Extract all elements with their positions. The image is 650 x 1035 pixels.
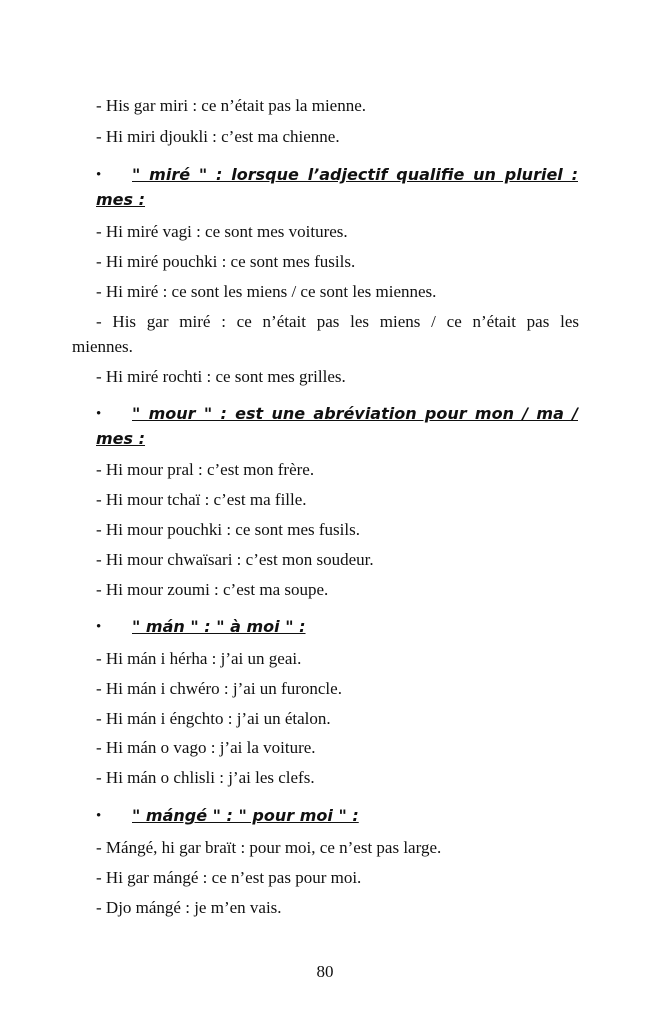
bullet-icon: • [96,406,102,422]
example-paragraph-continuation: miennes. [72,337,133,356]
example-line: - Hi mour tchaï : c’est ma fille. [96,490,307,509]
example-line: - Djo mángé : je m’en vais. [96,898,282,917]
example-line: - Mángé, hi gar braït : pour moi, ce n’est pas large. [96,838,442,857]
section-heading-mour: " mour " : est une abréviation pour mon / ma / [132,404,578,423]
section-heading-man: " mán " : " à moi " : [132,617,306,636]
bullet-icon: • [96,167,102,183]
example-line: - His gar miri : ce n’était pas la mienne. [96,96,367,115]
example-line: - Hi miré : ce sont les miens / ce sont les miennes. [96,282,437,301]
example-line: - Hi mán i hérha : j’ai un geai. [96,649,302,668]
example-line: - Hi miré pouchki : ce sont mes fusils. [96,252,356,271]
bullet-icon: • [96,808,102,824]
example-line: - Hi miré rochti : ce sont mes grilles. [96,367,346,386]
example-line: - Hi mour chwaïsari : c’est mon soudeur. [96,550,374,569]
example-line: - Hi mán o vago : j’ai la voiture. [96,738,316,757]
section-heading-mange: " mángé " : " pour moi " : [132,806,359,825]
example-line: - Hi mour pouchki : ce sont mes fusils. [96,520,360,539]
page-number: 80 [316,962,334,981]
example-line: - Hi miri djoukli : c’est ma chienne. [96,127,340,146]
example-line: - Hi mour pral : c’est mon frère. [96,460,315,479]
example-line: - Hi gar mángé : ce n’est pas pour moi. [96,868,362,887]
example-paragraph-line: - His gar miré : ce n’était pas les miens / ce n’était pas les [96,312,579,331]
example-line: - Hi mán i chwéro : j’ai un furoncle. [96,679,342,698]
section-heading-mour-cont: mes : [96,429,146,448]
bullet-icon: • [96,619,102,635]
example-line: - Hi mour zoumi : c’est ma soupe. [96,580,329,599]
example-line: - Hi mán i éngchto : j’ai un étalon. [96,709,331,728]
section-heading-mire: " miré " : lorsque l’adjectif qualifie un pluriel : [132,165,578,184]
section-heading-mire-cont: mes : [96,190,146,209]
example-line: - Hi mán o chlisli : j’ai les clefs. [96,768,315,787]
example-line: - Hi miré vagi : ce sont mes voitures. [96,222,348,241]
